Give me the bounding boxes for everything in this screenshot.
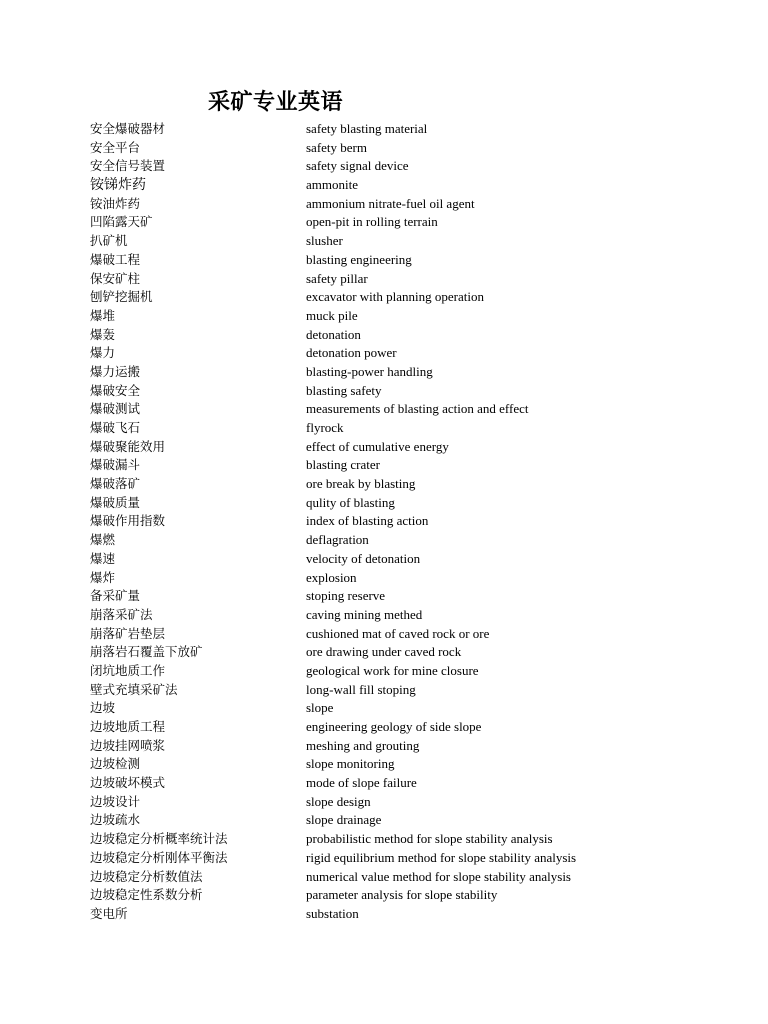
glossary-row [90,811,710,830]
term-chinese: 爆破漏斗 [90,457,141,473]
term-english: safety blasting material [306,121,428,136]
term-chinese: 凹陷露天矿 [90,214,153,230]
term-english: safety signal device [306,158,409,174]
term-english: meshing and grouting [306,737,420,753]
glossary-row [90,681,710,700]
term-english: effect of cumulative energy [306,438,449,454]
glossary-row [90,606,710,625]
glossary-row [90,326,710,345]
term-english: flyrock [306,420,344,435]
glossary-row [90,438,710,457]
glossary-row [90,157,710,176]
term-english: excavator with planning operation [306,289,484,305]
term-chinese: 刨铲挖掘机 [90,289,153,305]
glossary-row [90,643,710,662]
term-chinese: 壁式充填采矿法 [90,681,178,697]
term-english: blasting-power handling [306,363,433,379]
term-english: detonation [306,326,361,342]
term-chinese: 边坡疏水 [90,812,141,828]
glossary-row [90,662,710,681]
term-chinese: 边坡地质工程 [90,719,166,734]
term-chinese: 爆炸 [90,569,116,585]
term-english: geological work for mine closure [306,662,479,678]
glossary-row [90,419,710,438]
glossary-row [90,550,710,569]
glossary-row [90,232,710,251]
term-english: caving mining methed [306,606,423,622]
page-title: 采矿专业英语 [208,90,344,115]
glossary-row [90,905,710,924]
term-chinese: 爆破测试 [90,401,141,417]
term-chinese: 爆破安全 [90,382,141,398]
term-chinese: 爆破飞石 [90,420,141,435]
term-chinese: 边坡稳定分析数值法 [90,868,203,884]
term-chinese: 边坡破坏模式 [90,775,166,791]
term-chinese: 边坡设计 [90,793,141,809]
term-chinese: 爆破作用指数 [90,513,166,529]
glossary-row [90,886,710,905]
term-english: slope [306,700,334,716]
glossary-row [90,213,710,232]
term-chinese: 边坡稳定性系数分析 [90,887,203,903]
term-chinese: 安全爆破器材 [90,121,166,136]
glossary-row [90,587,710,606]
term-english: slope monitoring [306,756,395,772]
glossary-row [90,830,710,849]
term-english: explosion [306,569,357,585]
glossary-row [90,120,710,139]
term-chinese: 爆破质量 [90,494,141,510]
term-english: mode of slope failure [306,775,417,791]
glossary-row [90,176,710,195]
term-english: ore break by blasting [306,476,416,492]
term-chinese: 安全平台 [90,139,141,155]
term-chinese: 边坡 [90,700,116,716]
glossary-row [90,531,710,550]
glossary-row [90,456,710,475]
glossary-list [90,120,710,924]
term-english: substation [306,905,359,921]
term-english: slope drainage [306,812,382,828]
glossary-row [90,755,710,774]
term-english: safety berm [306,139,368,155]
glossary-row [90,774,710,793]
term-english: ammonium nitrate-fuel oil agent [306,195,475,211]
term-english: rigid equilibrium method for slope stability analysis [306,849,577,865]
term-english: index of blasting action [306,513,429,529]
glossary-row [90,195,710,214]
term-english: numerical value method for slope stability analysis [306,868,571,884]
term-english: ore drawing under caved rock [306,644,462,660]
term-chinese: 闭坑地质工作 [90,662,166,678]
glossary-row [90,288,710,307]
term-chinese: 边坡稳定分析概率统计法 [90,831,228,847]
term-english: deflagration [306,532,369,548]
term-chinese: 边坡检测 [90,756,141,772]
glossary-row [90,849,710,868]
glossary-row [90,344,710,363]
glossary-row [90,251,710,270]
term-english: ammonite [306,177,358,193]
glossary-row [90,793,710,812]
term-chinese: 爆力 [90,345,116,361]
glossary-row [90,512,710,531]
glossary-row [90,718,710,737]
term-chinese: 边坡稳定分析刚体平衡法 [90,849,228,865]
glossary-row [90,868,710,887]
term-chinese: 铵油炸药 [90,195,141,211]
glossary-row [90,139,710,158]
glossary-row [90,625,710,644]
glossary-row [90,270,710,289]
term-english: blasting engineering [306,251,412,267]
term-english: qulity of blasting [306,494,395,510]
term-english: parameter analysis for slope stability [306,887,498,903]
term-chinese: 爆轰 [90,326,116,342]
term-english: slusher [306,233,343,249]
term-chinese: 变电所 [90,905,128,921]
term-chinese: 保安矿柱 [90,270,141,286]
term-english: safety pillar [306,270,368,286]
glossary-row [90,569,710,588]
term-chinese: 安全信号装置 [90,158,166,174]
term-english: slope design [306,793,371,809]
term-english: engineering geology of side slope [306,719,482,734]
glossary-row [90,737,710,756]
term-chinese: 爆堆 [90,307,116,323]
term-english: blasting crater [306,457,380,473]
term-english: stoping reserve [306,588,386,604]
term-chinese: 扒矿机 [90,233,128,249]
term-chinese: 备采矿量 [90,588,141,604]
glossary-row [90,475,710,494]
term-chinese: 爆燃 [90,532,116,548]
term-chinese: 爆破工程 [90,251,141,267]
term-english: probabilistic method for slope stability analysis [306,831,553,847]
glossary-row [90,363,710,382]
term-english: blasting safety [306,382,382,398]
glossary-row [90,494,710,513]
term-english: velocity of detonation [306,550,421,566]
term-chinese: 崩落采矿法 [90,606,153,622]
term-chinese: 铵锑炸药 [90,177,146,194]
term-english: long-wall fill stoping [306,681,416,697]
term-chinese: 崩落矿岩垫层 [90,625,166,641]
term-chinese: 爆力运搬 [90,363,141,379]
glossary-row [90,699,710,718]
glossary-row [90,307,710,326]
term-english: muck pile [306,307,358,323]
term-chinese: 爆速 [90,550,116,566]
term-chinese: 边坡挂网喷浆 [90,737,166,753]
term-chinese: 崩落岩石覆盖下放矿 [90,644,203,660]
glossary-row [90,382,710,401]
term-chinese: 爆破落矿 [90,476,141,492]
term-english: measurements of blasting action and effect [306,401,529,417]
term-english: open-pit in rolling terrain [306,214,438,230]
term-chinese: 爆破聚能效用 [90,438,166,454]
glossary-row [90,400,710,419]
term-english: detonation power [306,345,397,361]
term-english: cushioned mat of caved rock or ore [306,625,490,641]
